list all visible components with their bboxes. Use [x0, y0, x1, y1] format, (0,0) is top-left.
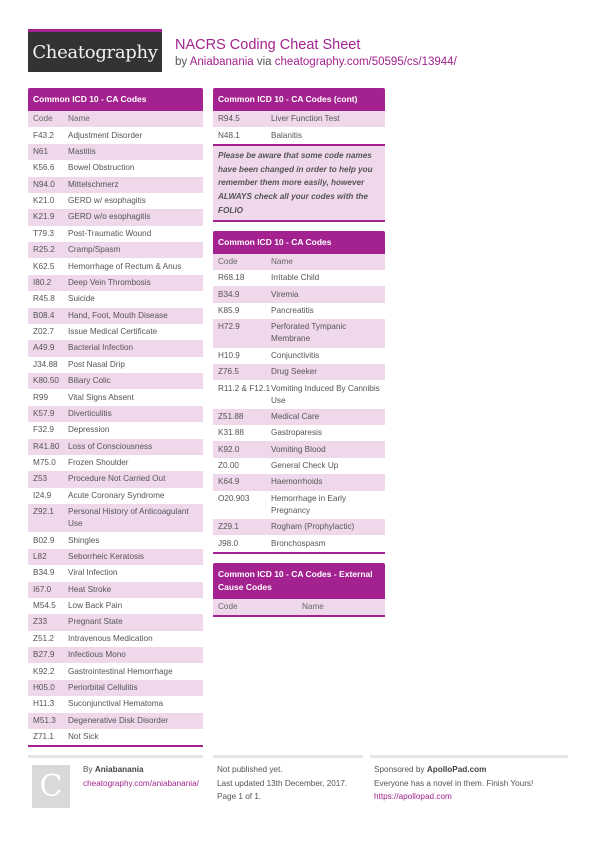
name-cell: Hemorrhage in Early Pregnancy [271, 493, 347, 515]
table-row [28, 406, 203, 422]
code-cell: B34.9 [218, 289, 240, 299]
table-row [213, 364, 385, 380]
name-cell: Heat Stroke [68, 584, 112, 594]
code-cell: A49.9 [33, 343, 55, 353]
table-row [28, 324, 203, 340]
column-header-name: Name [271, 256, 293, 266]
footer-sponsor [370, 755, 568, 810]
name-cell: Bronchospasm [271, 538, 326, 548]
code-cell: R11.2 & F12.1 [218, 383, 271, 393]
name-cell: Perforated Tympanic Membrane [271, 322, 347, 344]
code-cell: M75.0 [33, 458, 56, 468]
code-cell: R68.18 [218, 273, 245, 283]
table-row [28, 565, 203, 581]
name-cell: Procedure Not Carried Out [68, 474, 166, 484]
name-cell: Medical Care [271, 411, 320, 421]
name-cell: Conjunctivitis [271, 350, 320, 360]
table-row [28, 582, 203, 598]
code-cell: K57.9 [33, 408, 55, 418]
name-cell: Biliary Colic [68, 376, 111, 386]
table-row [28, 647, 203, 663]
table-row [213, 270, 385, 286]
icd-codes-box [28, 88, 203, 747]
code-cell: Z29.1 [218, 522, 239, 532]
column-header-code: Code [218, 601, 238, 611]
table-row [28, 471, 203, 487]
name-cell: Haemorrhoids [271, 477, 323, 487]
table-row [28, 549, 203, 565]
table-row [28, 532, 203, 548]
name-cell: Pregnant State [68, 617, 123, 627]
column-1 [28, 88, 203, 756]
column-header-code: Code [218, 256, 238, 266]
table-row [28, 373, 203, 389]
name-cell: Viremia [271, 289, 299, 299]
page-title[interactable]: NACRS Coding Cheat Sheet [175, 37, 361, 53]
sponsored-label: Sponsored by [374, 765, 425, 774]
box-title: Common ICD 10 - CA Codes [28, 88, 203, 111]
code-cell: Z76.5 [218, 367, 239, 377]
code-cell: I80.2 [33, 277, 52, 287]
name-cell: Suconjunctival Hematoma [68, 699, 164, 709]
table-row [28, 193, 203, 209]
name-cell: Bowel Obstruction [68, 163, 135, 173]
table-row [213, 111, 385, 127]
table-row [28, 258, 203, 274]
footer [28, 755, 568, 815]
sponsor-tagline: Everyone has a novel in them. Finish Yours! [374, 778, 534, 788]
name-cell: Low Back Pain [68, 601, 123, 611]
name-cell: Vital Signs Absent [68, 392, 134, 402]
code-cell: K21.9 [33, 212, 55, 222]
code-cell: B08.4 [33, 310, 55, 320]
code-cell: H05.0 [33, 682, 55, 692]
last-updated: Last updated 13th December, 2017. [217, 778, 348, 788]
column-header-code: Code [33, 114, 53, 124]
table-header-row [28, 111, 203, 127]
name-cell: Mittelschmerz [68, 179, 119, 189]
table-row [28, 439, 203, 455]
column-header-name: Name [68, 114, 90, 124]
name-cell: Periorbital Cellulitis [68, 682, 138, 692]
box-title: Common ICD 10 - CA Codes [213, 231, 385, 254]
folio-warning-note: Please be aware that some code names have been changed in order to help you remember them more easily, however ALWAYS check all your codes with the FOLIO [213, 144, 385, 220]
code-cell: B02.9 [33, 535, 55, 545]
code-cell: M54.5 [33, 601, 56, 611]
table-row [28, 275, 203, 291]
name-cell: Liver Function Test [271, 114, 340, 124]
code-cell: R99 [33, 392, 49, 402]
code-cell: Z92.1 [33, 507, 54, 517]
table-row [213, 127, 385, 143]
name-cell: GERD w/o esophagitis [68, 212, 151, 222]
sheet-url-link[interactable]: cheatography.com/50595/cs/13944/ [274, 56, 457, 68]
icd-codes-box-2 [213, 231, 385, 554]
name-cell: Adjustment Disorder [68, 130, 143, 140]
name-cell: Depression [68, 425, 110, 435]
name-cell: Gastrointestinal Hemorrhage [68, 666, 173, 676]
table-row [213, 425, 385, 441]
icd-codes-cont-table [213, 111, 385, 144]
code-cell: Z51.2 [33, 633, 54, 643]
code-cell: H72.9 [218, 322, 240, 332]
code-cell: K92.0 [218, 444, 240, 454]
code-cell: I24.9 [33, 490, 52, 500]
code-cell: K85.9 [218, 306, 240, 316]
table-row [28, 614, 203, 630]
column-header-name: Name [302, 601, 324, 611]
code-cell: R94.5 [218, 114, 240, 124]
code-cell: B27.9 [33, 650, 55, 660]
box-title: Common ICD 10 - CA Codes - External Cause Codes [213, 563, 385, 599]
table-row [28, 226, 203, 242]
name-cell: Infectious Mono [68, 650, 126, 660]
table-row [28, 340, 203, 356]
code-cell: Z33 [33, 617, 48, 627]
name-cell: Hemorrhage of Rectum & Anus [68, 261, 182, 271]
sponsor-link[interactable]: https://apollopad.com [374, 792, 452, 801]
table-row [213, 348, 385, 364]
table-row [213, 474, 385, 490]
title-block [175, 37, 457, 70]
code-cell: M51.3 [33, 715, 56, 725]
code-cell: K31.88 [218, 428, 244, 438]
name-cell: Frozen Shoulder [68, 458, 129, 468]
table-row [28, 631, 203, 647]
name-cell: Irritable Child [271, 273, 320, 283]
author-link[interactable]: Aniabanania [189, 56, 254, 68]
name-cell: Pancreatitis [271, 306, 314, 316]
table-row [213, 491, 385, 519]
box-title: Common ICD 10 - CA Codes (cont) [213, 88, 385, 111]
table-row [28, 713, 203, 729]
icd-codes-table-2 [213, 254, 385, 552]
name-cell: Issue Medical Certificate [68, 327, 158, 337]
column-2 [213, 88, 385, 626]
table-row [213, 303, 385, 319]
table-row [28, 663, 203, 679]
footer-status [213, 755, 363, 810]
code-cell: H11.3 [33, 699, 55, 709]
sponsor-name: ApolloPad.com [426, 765, 487, 774]
code-cell: H10.9 [218, 350, 240, 360]
table-row [28, 177, 203, 193]
name-cell: Post Nasal Drip [68, 359, 125, 369]
name-cell: Not Sick [68, 732, 99, 742]
table-row [28, 488, 203, 504]
code-cell: B34.9 [33, 568, 55, 578]
icd-codes-cont-box [213, 88, 385, 222]
table-row [28, 455, 203, 471]
publish-status: Not published yet. [217, 765, 283, 774]
table-row [213, 409, 385, 425]
name-cell: Suicide [68, 294, 95, 304]
name-cell: Post-Traumatic Wound [68, 228, 152, 238]
name-cell: Drug Seeker [271, 367, 317, 377]
code-cell: R25.2 [33, 245, 55, 255]
code-cell: F32.9 [33, 425, 54, 435]
code-cell: K92.2 [33, 666, 55, 676]
table-row [28, 422, 203, 438]
code-cell: N48.1 [218, 130, 240, 140]
name-cell: Personal History of Anticoagulant Use [68, 507, 189, 529]
code-cell: Z71.1 [33, 732, 54, 742]
by-label: by [175, 56, 188, 68]
code-cell: N94.0 [33, 179, 55, 189]
footer-author [28, 755, 203, 810]
code-cell: F43.2 [33, 130, 54, 140]
name-cell: Balanitis [271, 130, 302, 140]
name-cell: Mastitis [68, 146, 96, 156]
code-cell: O20.903 [218, 493, 250, 503]
name-cell: GERD w/ esophagitis [68, 196, 146, 206]
name-cell: Hand, Foot, Mouth Disease [68, 310, 168, 320]
table-row [28, 504, 203, 532]
code-cell: J98.0 [218, 538, 239, 548]
code-cell: J34.88 [33, 359, 58, 369]
name-cell: Degenerative Disk Disorder [68, 715, 169, 725]
name-cell: Shingles [68, 535, 100, 545]
name-cell: Rogham (Prophylactic) [271, 522, 355, 532]
table-row [28, 308, 203, 324]
table-row [213, 535, 385, 551]
table-row [28, 144, 203, 160]
code-cell: Z02.7 [33, 327, 54, 337]
name-cell: General Check Up [271, 461, 339, 471]
table-header-row [213, 254, 385, 270]
table-row [28, 680, 203, 696]
table-row [213, 319, 385, 347]
name-cell: Diverticulitis [68, 408, 112, 418]
table-row [28, 160, 203, 176]
code-cell: I67.0 [33, 584, 52, 594]
name-cell: Loss of Consciousness [68, 441, 153, 451]
code-cell: K56.6 [33, 163, 55, 173]
table-row [213, 286, 385, 302]
table-row [213, 458, 385, 474]
name-cell: Gastroparesis [271, 428, 322, 438]
table-row [213, 519, 385, 535]
name-cell: Viral Infection [68, 568, 118, 578]
footer-author-name: Aniabanania [94, 765, 144, 774]
table-row [28, 598, 203, 614]
name-cell: Cramp/Spasm [68, 245, 121, 255]
table-row [28, 242, 203, 258]
table-row [28, 357, 203, 373]
icd-codes-table [28, 111, 203, 745]
name-cell: Acute Coronary Syndrome [68, 490, 165, 500]
page-number: Page 1 of 1. [217, 792, 262, 801]
code-cell: R41.80 [33, 441, 60, 451]
code-cell: K64.9 [218, 477, 240, 487]
name-cell: Deep Vein Thrombosis [68, 277, 151, 287]
avatar: C [32, 765, 70, 808]
code-cell: Z53 [33, 474, 48, 484]
name-cell: Intravenous Medication [68, 633, 153, 643]
code-cell: T79.3 [33, 228, 54, 238]
code-cell: L82 [33, 551, 47, 561]
table-row [213, 380, 385, 408]
author-profile-link[interactable]: cheatography.com/aniabanania/ [83, 778, 199, 788]
code-cell: Z0.00 [218, 461, 239, 471]
name-cell: Vomiting Blood [271, 444, 326, 454]
code-cell: K80.50 [33, 376, 59, 386]
external-cause-table [213, 599, 385, 615]
byline [175, 55, 457, 70]
code-cell: Z51.88 [218, 411, 244, 421]
code-cell: R45.8 [33, 294, 55, 304]
code-cell: N61 [33, 146, 49, 156]
name-cell: Bacterial Infection [68, 343, 134, 353]
name-cell: Vomiting Induced By Cannibis Use [271, 383, 380, 405]
by-label: By [83, 765, 93, 774]
code-cell: K62.5 [33, 261, 55, 271]
table-row [28, 291, 203, 307]
external-cause-codes-box [213, 563, 385, 617]
table-row [28, 696, 203, 712]
table-row [28, 209, 203, 225]
code-cell: K21.0 [33, 196, 55, 206]
table-row [213, 441, 385, 457]
table-header-row [213, 599, 385, 615]
via-label: via [256, 56, 272, 68]
table-row [28, 127, 203, 143]
cheatography-logo[interactable]: Cheatography [28, 29, 162, 72]
table-row [28, 729, 203, 745]
table-row [28, 389, 203, 405]
name-cell: Seborrheic Keratosis [68, 551, 144, 561]
